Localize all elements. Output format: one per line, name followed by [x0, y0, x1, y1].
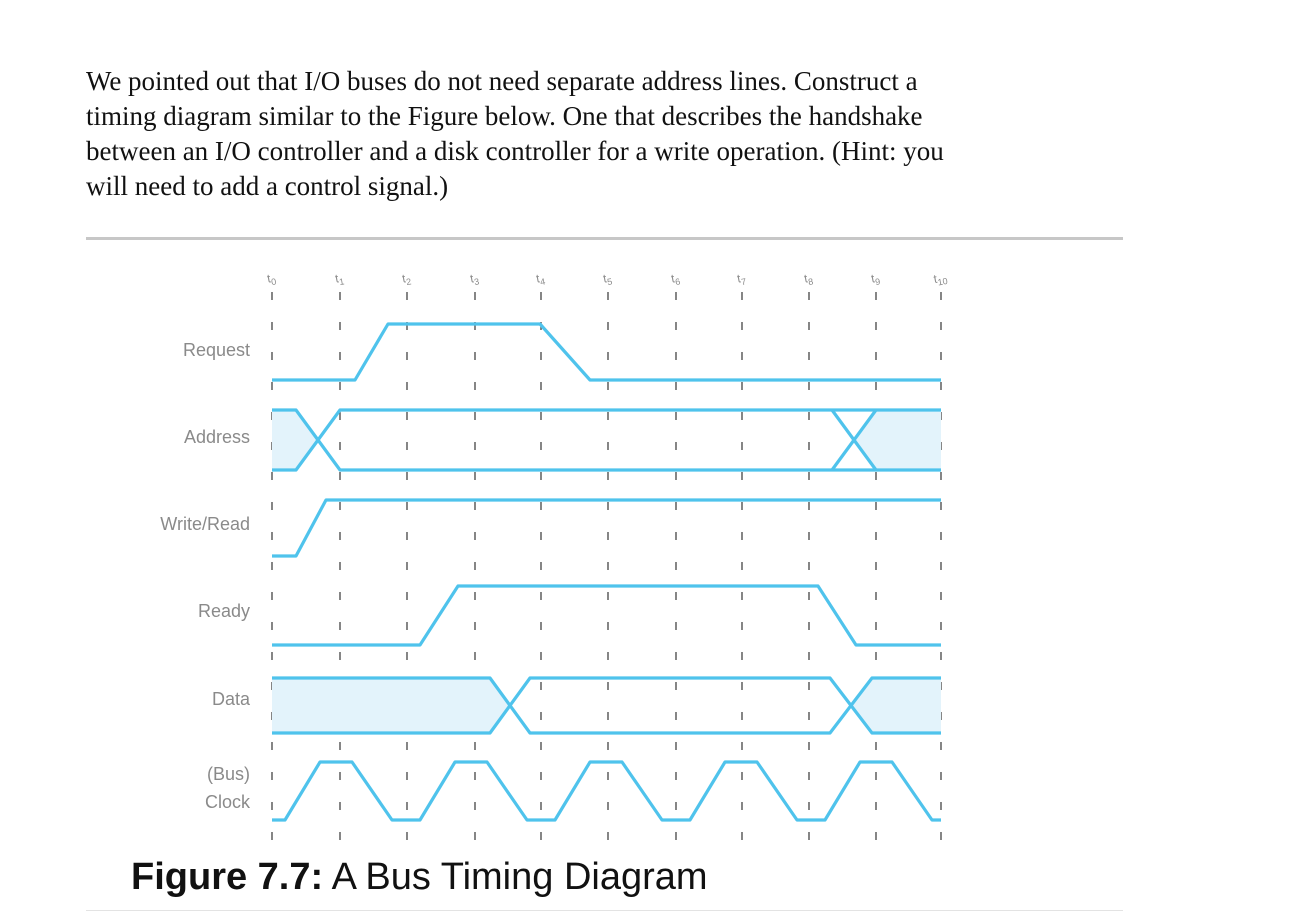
time-label: $t_7$: [735, 271, 747, 288]
time-label: $t_1$: [333, 271, 345, 288]
time-label: $t_6$: [669, 271, 681, 288]
time-label: $t_8$: [802, 271, 814, 288]
address-low-rail: [272, 410, 941, 470]
request-waveform: [272, 324, 941, 380]
figure-number: Figure 7.7:: [131, 856, 324, 898]
question-line: timing diagram similar to the Figure below. One that describes the handshake: [86, 101, 923, 131]
question-line: We pointed out that I/O buses do not need separate address lines. Construct a: [86, 66, 918, 96]
time-label: $t_{10}$: [932, 271, 949, 288]
signal-label: Write/Read: [160, 514, 250, 534]
figure-caption: [131, 856, 708, 899]
question-line: will need to add a control signal.): [86, 171, 449, 201]
address-invalid-region-end: [854, 410, 941, 470]
signal-label: Ready: [197, 601, 250, 621]
question-line: between an I/O controller and a disk controller for a write operation. (Hint: you: [86, 136, 944, 166]
signal-label: Clock: [204, 792, 250, 812]
time-label: $t_0$: [265, 271, 277, 288]
bus-clock-waveform: [272, 762, 941, 820]
address-invalid-region-start: [272, 410, 318, 470]
signal-label: Address: [183, 427, 250, 447]
time-label: $t_2$: [400, 271, 412, 288]
time-label: $t_9$: [869, 271, 881, 288]
data-invalid-region-start: [272, 678, 510, 733]
figure-title: A Bus Timing Diagram: [331, 856, 708, 898]
address-high-rail: [272, 410, 941, 470]
signal-label: Request: [182, 340, 250, 360]
time-label: $t_3$: [468, 271, 480, 288]
signal-label: (Bus): [206, 764, 250, 784]
time-label: $t_4$: [534, 271, 546, 288]
time-label: $t_5$: [601, 271, 613, 288]
ready-waveform: [272, 586, 941, 645]
write-read-waveform: [272, 500, 941, 556]
signal-label: Data: [211, 689, 250, 709]
